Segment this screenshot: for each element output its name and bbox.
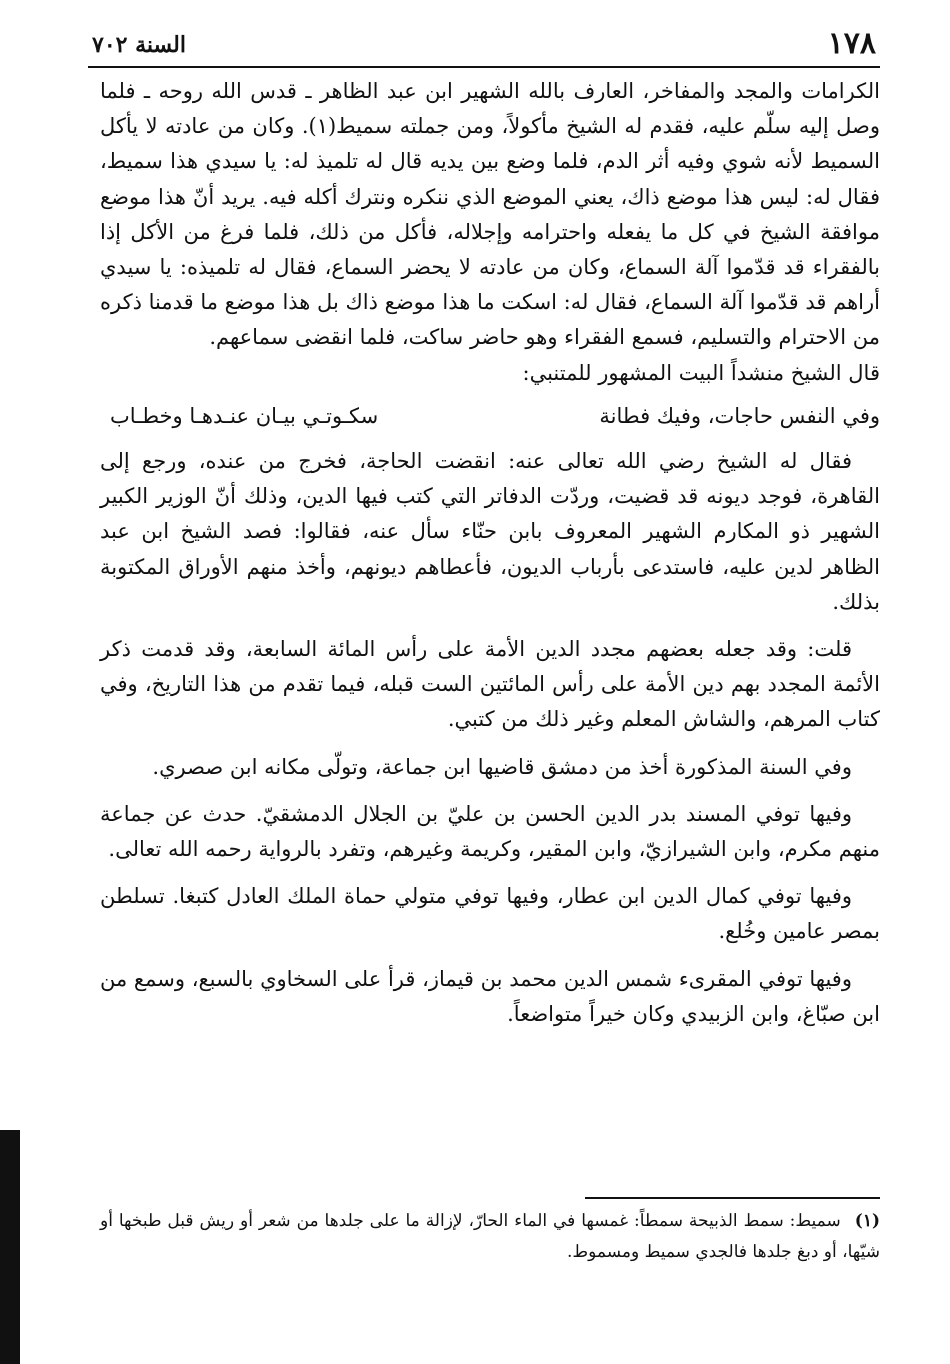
paragraph: وفي السنة المذكورة أخذ من دمشق قاضيها ابن جماعة، وتولّى مكانه ابن صصري. xyxy=(152,754,852,779)
running-head: السنة ٧٠٢ xyxy=(92,32,186,58)
paragraph: وفيها توفي كمال الدين ابن عطار، وفيها توفي متولي حماة الملك العادل كتبغا. تسلطن بمصر عامين وخُلع. xyxy=(100,884,880,944)
scan-edge-shadow xyxy=(0,1130,20,1364)
poem-verse xyxy=(110,399,880,434)
paragraph: فقال له الشيخ رضي الله تعالى عنه: انقضت الحاجة، فخرج من عنده، ورجع إلى القاهرة، فوجد ديونه قد قضيت، وردّت الدفاتر التي كتب فيها الدين، وذلك أنّ الوزير الكبير الشهير ذو المكارم الشهير المعروف بابن حنّاء سأل عنه، فقالوا: فصد الشيخ ابن عبد الظاهر لدين عليه، فاستدعى بأرباب الديون، فأعطاهم ديونهم، وأخذ منهم الأوراق المكتوبة بذلك. xyxy=(100,449,880,614)
verse-second-half: سكـوتـي بيـان عنـدهـا وخطـاب xyxy=(110,403,379,428)
body-text xyxy=(100,74,880,1032)
page-number: ١٧٨ xyxy=(827,26,876,61)
paragraph: قال الشيخ منشداً البيت المشهور للمتنبي: xyxy=(522,360,880,385)
header-rule xyxy=(88,66,880,68)
footnote-rule xyxy=(585,1197,880,1199)
paragraph: وفيها توفي المقرىء شمس الدين محمد بن قيماز، قرأ على السخاوي بالسبع، وسمع من ابن صبّاغ، وابن الزبيدي وكان خيراً متواضعاً. xyxy=(100,966,880,1026)
verse-first-half: وفي النفس حاجات، وفيك فطانة xyxy=(599,403,880,428)
paragraph: قلت: وقد جعله بعضهم مجدد الدين الأمة على رأس المائة السابعة، وقد قدمت ذكر الأئمة المجدد بهم دين الأمة على رأس المائتين الست قبله، فيما تقدم من هذا التاريخ، وفي كتاب المرهم، والشاش المعلم وغير ذلك من كتبي. xyxy=(100,637,880,732)
footnote xyxy=(100,1206,880,1268)
paragraph: وفيها توفي المسند بدر الدين الحسن بن عليّ بن الجلال الدمشقيّ. حدث عن جماعة منهم مكرم، وابن الشيرازيّ، وابن المقير، وكريمة وغيرهم، وتفرد بالرواية رحمه الله تعالى. xyxy=(100,801,880,862)
page-header xyxy=(88,22,880,64)
footnote-text: سميط: سمط الذبيحة سمطاً: غمسها في الماء الحارّ، لإزالة ما على جلدها من شعر أو ريش قبل طبخها أو شيّها، أو دبغ جلدها فالجدي سميط ومسموط. xyxy=(100,1211,880,1262)
paragraph: الكرامات والمجد والمفاخر، العارف بالله الشهير ابن عبد الظاهر ـ قدس الله روحه ـ فلما وصل إليه سلّم عليه، فقدم له الشيخ مأكولاً، ومن جملته سميط(١). وكان من عادته لا يأكل السميط لأنه شوي وفيه أثر الدم، فلما وضع بين يديه قال له تلميذ له: يا سيدي هذا سميط، فقال له: ليس هذا موضع ذاك، يعني الموضع الذي ننكره ونترك أكله فيه. يريد أنّ هذا موضع موافقة الشيخ في كل ما يفعله واحترامه وإجلاله، فأكل من ذلك، فلما فرغ من الأكل إذا بالفقراء قد قدّموا آلة السماع، وكان من عادته لا يحضر السماع، فقال له تلميذه: يا سيدي أراهم قد قدّموا آلة السماع، فقال له: اسكت ما هذا موضع ذاك بل هذا موضع ما قدمنا ذكره من الاحترام والتسليم، فسمع الفقراء وهو حاضر ساكت، فلما انقضى سماعهم. xyxy=(100,79,880,350)
footnote-marker: (١) xyxy=(854,1211,880,1231)
